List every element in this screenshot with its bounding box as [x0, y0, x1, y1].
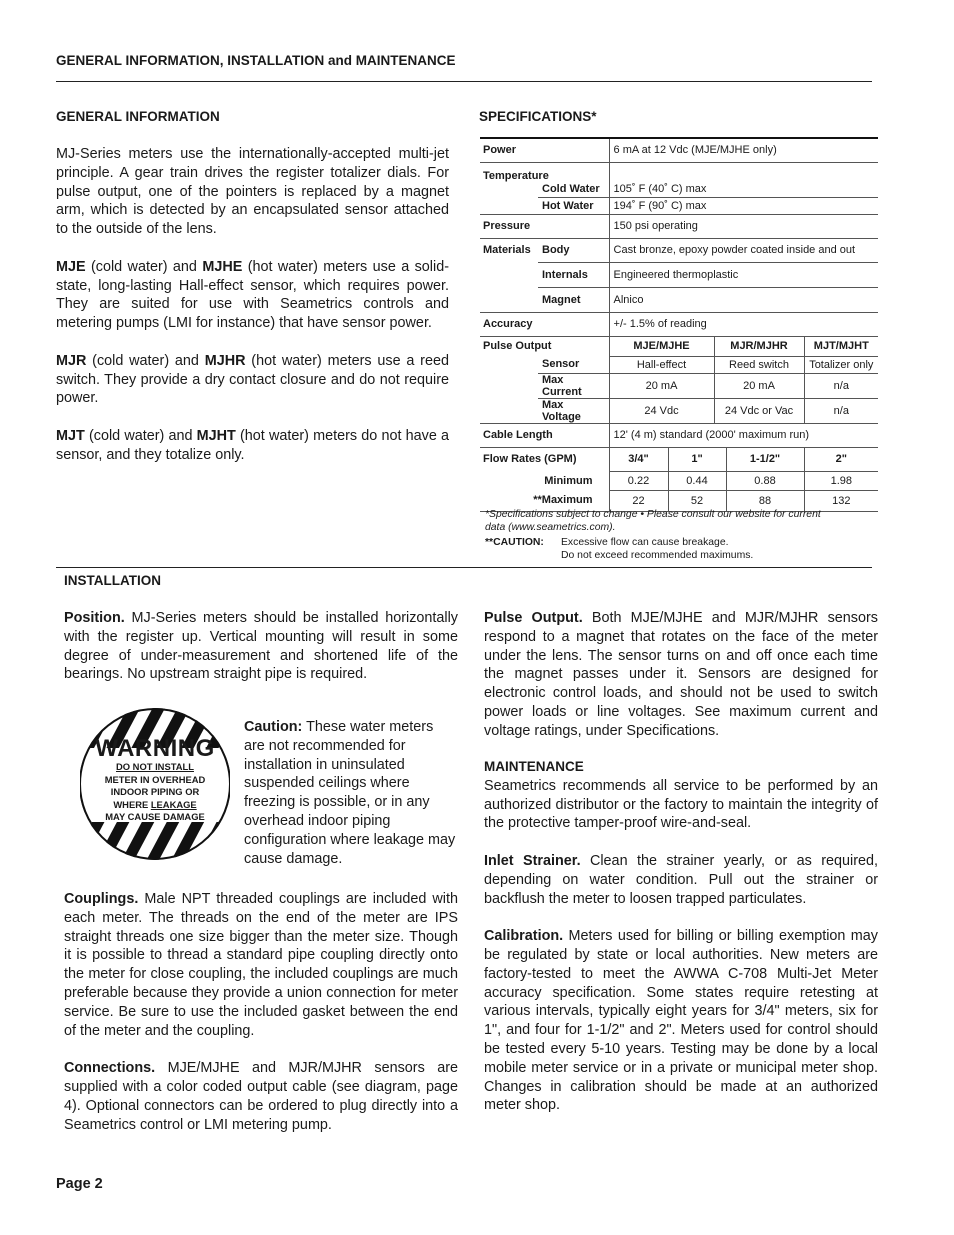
installation-caution: Caution: These water meters are not recommended for installation in uninsulated suspended ceilings where freezing is possible, or in any overhead indoor piping configuration where leakage may cause damage. — [244, 719, 456, 867]
spec-row-temp-cold: Cold Water 105˚ F (40˚ C) max — [480, 182, 878, 197]
maintenance-calibration: Calibration. Meters used for billing or billing exemption may be regulated by state or local authorities. New meters are factory-tested to meet the AWWA C-708 Multi-Jet Meter accuracy specification. Some states require retesting at various intervals, typically eight years for 3/4" meters, six for 1", and four for 1-1/2" and 2". Meters used for control should be tested every 5-10 years. Testing may be done by a local mobile meter service or in a private or municipal meter shop. Changes in calibration should be made at an authorized meter shop. — [484, 928, 878, 1114]
general-info-p3: MJR (cold water) and MJHR (hot water) meters use a reed switch. They provide a dry contact closure and do not require power. — [56, 352, 449, 407]
general-info-p1: MJ-Series meters use the internationally-accepted multi-jet principle. A gear train drives the register totalizer dials. For pulse output, one of the pointers is replaced by a magnet arm, which is detected by an encapsulated sensor attached to the outside of the lens. — [56, 146, 449, 238]
installation-heading: INSTALLATION — [64, 573, 161, 588]
specs-caution: **CAUTION: Excessive flow can cause breakage. Do not exceed recommended maximums. — [485, 537, 754, 561]
spec-row-materials-magnet: Magnet Alnico — [480, 287, 878, 312]
spec-row-flow-max: **Maximum 22 52 88 132 — [480, 490, 878, 511]
spec-row-accuracy: Accuracy +/- 1.5% of reading — [480, 312, 878, 336]
spec-row-pulse-current: Max Current 20 mA 20 mA n/a — [480, 373, 878, 398]
specs-heading: SPECIFICATIONS* — [479, 109, 597, 124]
spec-row-temp-hot: Hot Water 194˚ F (90˚ C) max — [480, 197, 878, 214]
header-rule — [56, 81, 872, 82]
spec-row-cable: Cable Length 12' (4 m) standard (2000' maximum run) — [480, 423, 878, 447]
spec-row-materials-internals: Internals Engineered thermoplastic — [480, 262, 878, 287]
spec-row-pulse-head: Pulse Output MJE/MJHE MJR/MJHR MJT/MJHT — [480, 336, 878, 356]
spec-row-pulse-voltage: Max Voltage 24 Vdc 24 Vdc or Vac n/a — [480, 398, 878, 423]
maintenance-heading: MAINTENANCE — [484, 759, 584, 774]
specs-note: *Specifications subject to change • Please consult our website for current data (www.seametrics.com). — [485, 509, 821, 533]
spec-row-pressure: Pressure 150 psi operating — [480, 214, 878, 238]
page-number: Page 2 — [56, 1176, 103, 1192]
spec-row-flow-min: Minimum 0.22 0.44 0.88 1.98 — [480, 471, 878, 490]
maintenance-strainer: Inlet Strainer. Clean the strainer yearly, or as required, depending on water condition. Pull out the strainer or backflush the meter to loosen trapped particulates. — [484, 852, 879, 907]
spec-row-power: Power 6 mA at 12 Vdc (MJE/MJHE only) — [480, 138, 878, 162]
general-info-p4: MJT (cold water) and MJHT (hot water) meters do not have a sensor, and they totalize only. — [56, 427, 449, 463]
page-header: GENERAL INFORMATION, INSTALLATION and MAINTENANCE — [56, 53, 456, 68]
specs-table — [480, 137, 878, 512]
warning-title: WARNING — [95, 735, 215, 762]
general-info-body — [56, 145, 449, 465]
installation-couplings: Couplings. Male NPT threaded couplings are included with each meter. The threads on the end of the meter are IPS straight threads one size bigger than the meter size. Though it is possible to thread a standard pipe coupling directly onto the meter for close coupling, the included couplings are much preferable because they provide a union connection for meter service. Be sure to use the included gasket between the end of the meter and the coupling. Connections. MJE/MJHE and MJR/MJHR sensors are supplied with a color coded output cable (see diagram, page 4). Optional connectors can be ordered to plug directly into a Seametrics control or LMI metering pump. — [64, 891, 458, 1133]
spec-row-materials-body: Materials Body Cast bronze, epoxy powder coated inside and out — [480, 238, 878, 262]
spec-row-temp-label: Temperature — [480, 162, 878, 182]
spec-row-flow-head: Flow Rates (GPM) 3/4" 1" 1-1/2" 2" — [480, 447, 878, 471]
general-info-heading: GENERAL INFORMATION — [56, 109, 220, 124]
installation-position: Position. MJ-Series meters should be installed horizontally with the register up. Vertical mounting will result in some degree of under-measurement and shortened life of the bearings. No upstream straight pipe is required. — [64, 610, 458, 683]
general-info-p2: MJE (cold water) and MJHE (hot water) meters use a solid-state, long-lasting Hall-effect sensor, which requires power. They are suited for use with Seametrics controls and metering pumps (LMI for instance) that have sensor power. — [56, 258, 449, 332]
maintenance-intro: Seametrics recommends all service to be performed by an authorized distributor or the factory to maintain the integrity of the protective tamper-proof wire-and-seal. — [484, 777, 878, 832]
installation-pulse-output: Pulse Output. Both MJE/MJHE and MJR/MJHR sensors respond to a magnet that rotates on the face of the meter under the lens. The sensor turns on and off once each time the magnet passes under it. Sensors are designed for electronic control loads, and should not be used to switch power loads or line voltages. See maximum current and voltage ratings, under Specifications. — [484, 610, 878, 739]
spec-row-pulse-sensor: Sensor Hall-effect Reed switch Totalizer only — [480, 356, 878, 373]
warning-message: DO NOT INSTALL METER IN OVERHEAD INDOOR PIPING OR WHERE LEAKAGE MAY CAUSE DAMAGE — [104, 761, 206, 822]
maintenance-section — [484, 758, 878, 1115]
section-rule — [56, 567, 872, 568]
